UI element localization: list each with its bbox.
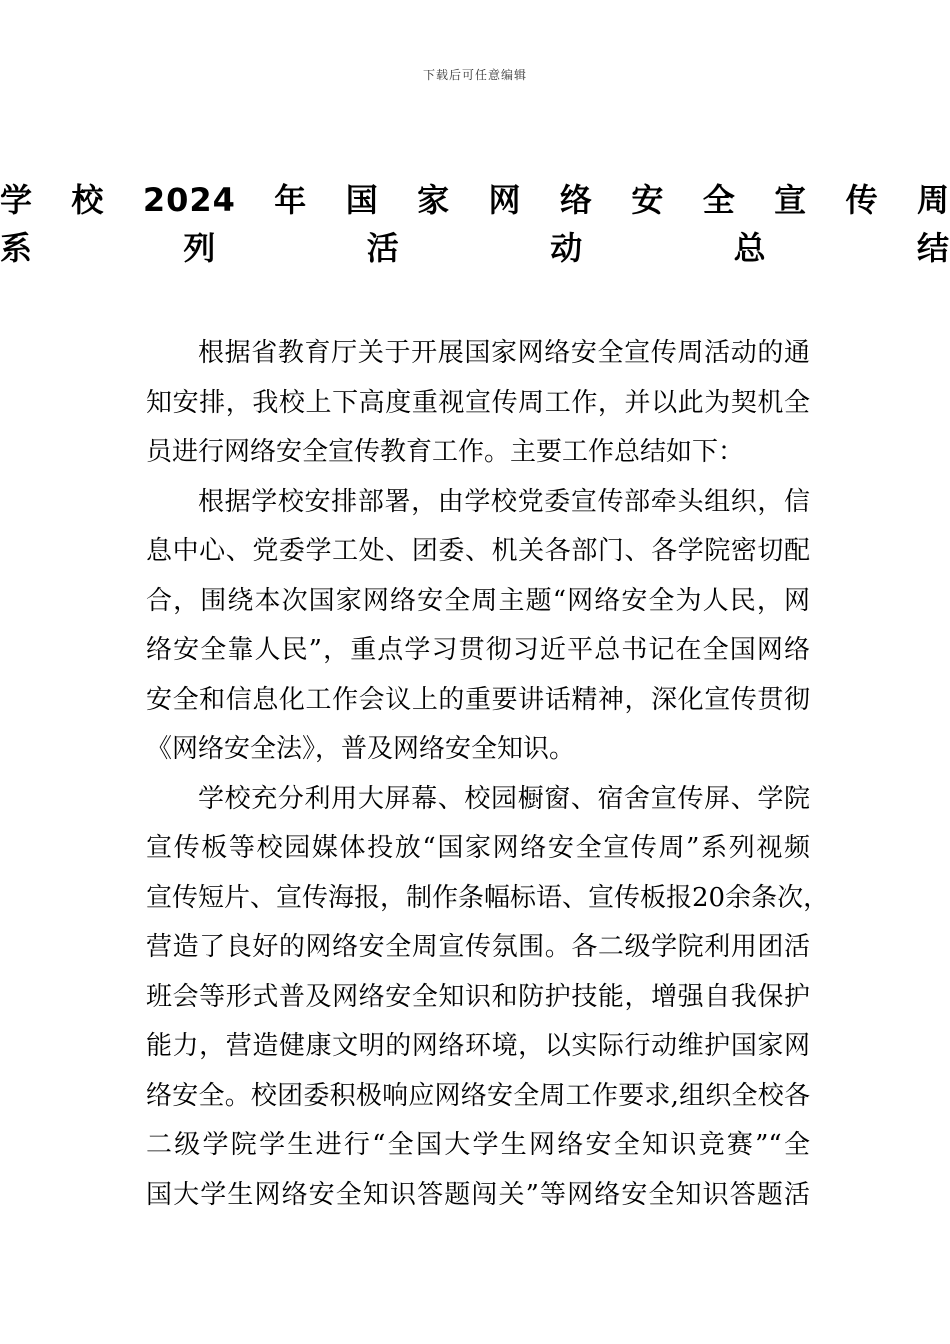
paragraph-line: 安全和信息化工作会议上的重要讲话精神，深化宣传贯彻 <box>146 684 810 715</box>
paragraph-line: 学校充分利用大屏幕、校园橱窗、宿舍宣传屏、学院 <box>198 783 810 814</box>
paragraph-line: 络安全。校团委积极响应网络安全周工作要求,组织全校各 <box>146 1080 810 1111</box>
paragraph-line: 二级学院学生进行“全国大学生网络安全知识竞赛”“全 <box>146 1130 810 1160</box>
paragraph-line: 国大学生网络安全知识答题闯关”等网络安全知识答题活 <box>146 1179 810 1210</box>
paragraph-3 <box>146 775 830 1221</box>
document-title <box>0 176 950 272</box>
paragraph-line: 根据学校安排部署，由学校党委宣传部牵头组织，信 <box>198 486 810 517</box>
paragraph-line: 络安全靠人民”，重点学习贯彻习近平总书记在全国网络 <box>146 635 810 665</box>
paragraph-line: 根据省教育厅关于开展国家网络安全宣传周活动的通 <box>198 338 810 368</box>
title-line-1: 学校2024年国家网络安全宣传周 <box>0 181 950 219</box>
paragraph-line: 能力，营造健康文明的网络环境，以实际行动维护国家网 <box>146 1031 810 1061</box>
paragraph-line: 合，围绕本次国家网络安全周主题“网络安全为人民，网 <box>146 585 810 616</box>
paragraph-line: 《网络安全法》，普及网络安全知识。 <box>146 734 576 764</box>
title-line-2: 系列活动总结 <box>0 229 950 267</box>
paragraph-line: 员进行网络安全宣传教育工作。主要工作总结如下： <box>146 437 745 467</box>
paragraph-line: 知安排，我校上下高度重视宣传周工作，并以此为契机全 <box>146 387 810 418</box>
paragraph-line: 宣传板等校园媒体投放“国家网络安全宣传周”系列视频 <box>146 833 810 863</box>
paragraph-1 <box>146 329 810 478</box>
header-note: 下载后可任意编辑 <box>422 68 527 82</box>
document-body <box>146 329 830 1220</box>
paragraph-line: 息中心、党委学工处、团委、机关各部门、各学院密切配 <box>146 536 810 566</box>
paragraph-line: 营造了良好的网络安全周宣传氛围。各二级学院利用团活 <box>146 932 810 962</box>
paragraph-2 <box>146 478 810 775</box>
paragraph-line: 宣传短片、宣传海报，制作条幅标语、宣传板报20余条次， <box>146 882 830 913</box>
paragraph-line: 班会等形式普及网络安全知识和防护技能，增强自我保护 <box>146 981 810 1012</box>
